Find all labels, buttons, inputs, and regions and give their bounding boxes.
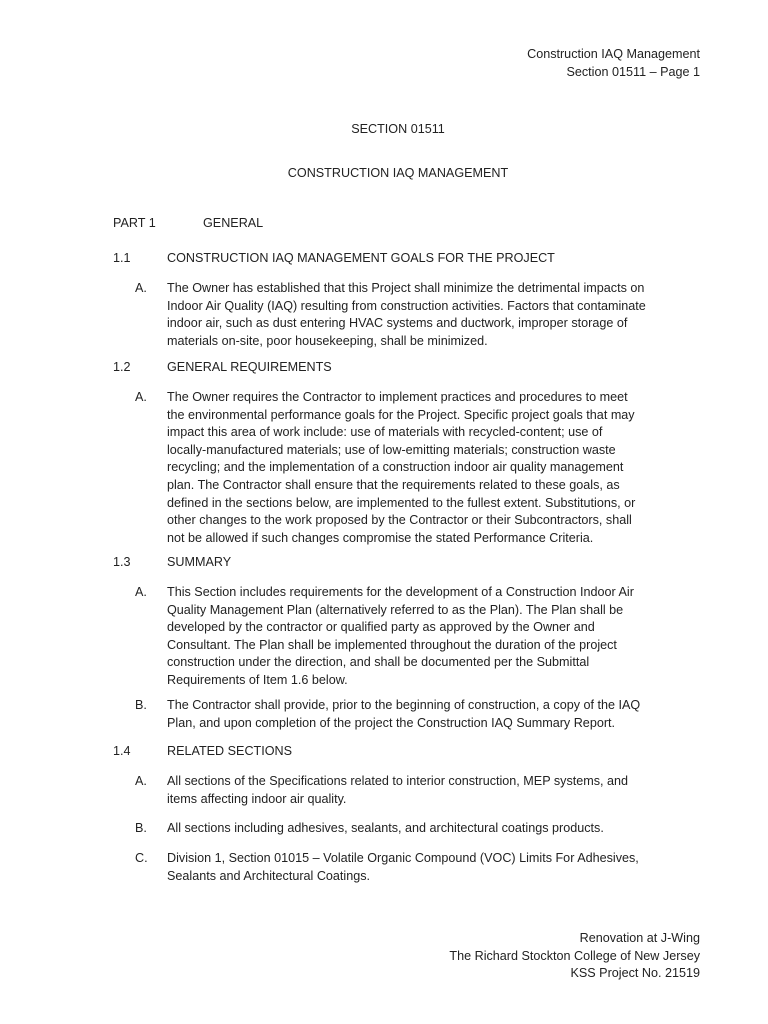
paragraph-letter: A. [135,390,147,404]
header-page-number: Section 01511 – Page 1 [566,64,700,79]
article-number: 1.1 [113,251,131,265]
article-title: RELATED SECTIONS [167,744,293,758]
text-line: recycling; and the implementation of a construction indoor air quality management [167,460,624,475]
paragraph-text [167,820,705,838]
article-number: 1.3 [113,555,131,569]
text-line: developed by the contractor or qualified party as approved by the Owner and [167,620,595,635]
text-line: not be allowed if such changes compromise the stated Performance Criteria. [167,530,594,545]
text-line: defined in the sections below, are implemented to the fullest extent. Substitutions, or [167,495,636,510]
paragraph-letter: A. [135,281,147,295]
text-line: locally-manufactured materials; use of low-emitting materials; construction waste [167,442,616,457]
article-heading [113,554,231,572]
part-number: PART 1 [113,216,156,230]
text-line: The Owner requires the Contractor to implement practices and procedures to meet [167,390,628,404]
article-title: GENERAL REQUIREMENTS [167,360,332,374]
text-line: The Owner has established that this Project shall minimize the detrimental impacts on [167,281,645,295]
text-line: All sections including adhesives, sealants, and architectural coatings products. [167,821,604,835]
text-line: The Contractor shall provide, prior to the beginning of construction, a copy of the IAQ [167,698,641,712]
text-line: items affecting indoor air quality. [167,791,347,806]
text-line: indoor air, such as dust entering HVAC systems and ductwork, improper storage of [167,316,628,331]
paragraph-text [167,584,705,690]
text-line: construction under the direction, and shall be documented per the Submittal [167,655,590,670]
paragraph-letter: A. [135,585,147,599]
article-number: 1.2 [113,360,131,374]
part-title: GENERAL [203,216,264,230]
article-heading [113,359,332,377]
text-line: impact this area of work include: use of materials with recycled-content; use of [167,425,603,440]
paragraph-letter: B. [135,698,147,712]
paragraph-text [167,389,705,547]
footer-institution: The Richard Stockton College of New Jersey [449,948,700,963]
paragraph [135,820,705,838]
paragraph-text [167,773,705,808]
paragraph [135,697,705,732]
header-document-title: Construction IAQ Management [527,47,700,61]
text-line: other changes to the work proposed by the Contractor or their Subcontractors, shall [167,513,632,528]
page-header [527,46,700,81]
text-line: Consultant. The Plan shall be implemented throughout the duration of the project [167,637,617,652]
footer-project-number: KSS Project No. 21519 [570,966,700,981]
text-line: Sealants and Architectural Coatings. [167,868,371,883]
paragraph [135,584,705,690]
text-line: the environmental performance goals for the Project. Specific project goals that may [167,407,635,422]
paragraph [135,773,705,808]
article-heading [113,743,292,761]
article-title: SUMMARY [167,555,232,569]
section-number: SECTION 01511 [351,122,445,136]
text-line: All sections of the Specifications related to interior construction, MEP systems, and [167,774,629,788]
paragraph-text [167,697,705,732]
page-footer [449,930,700,983]
text-line: Indoor Air Quality (IAQ) resulting from construction activities. Factors that contaminate [167,298,646,313]
paragraph [135,850,705,885]
paragraph-text [167,850,705,885]
article-title: CONSTRUCTION IAQ MANAGEMENT GOALS FOR THE PROJECT [167,251,555,265]
article-heading [113,250,555,268]
paragraph [135,280,705,350]
text-line: This Section includes requirements for the development of a Construction Indoor Air [167,585,634,599]
footer-project-name: Renovation at J-Wing [579,931,700,945]
paragraph-letter: C. [135,851,148,865]
text-line: materials on-site, poor housekeeping, shall be minimized. [167,333,488,348]
part-heading [113,215,263,233]
text-line: plan. The Contractor shall ensure that the requirements related to these goals, as [167,477,620,492]
paragraph-letter: B. [135,821,147,835]
section-name: CONSTRUCTION IAQ MANAGEMENT [287,166,509,180]
text-line: Plan, and upon completion of the project the Construction IAQ Summary Report. [167,715,616,730]
paragraph-text [167,280,705,350]
paragraph [135,389,705,547]
article-number: 1.4 [113,744,131,758]
text-line: Division 1, Section 01015 – Volatile Organic Compound (VOC) Limits For Adhesives, [167,851,639,865]
paragraph-letter: A. [135,774,147,788]
text-line: Quality Management Plan (alternatively referred to as the Plan). The Plan shall be [167,602,624,617]
text-line: Requirements of Item 1.6 below. [167,672,348,687]
